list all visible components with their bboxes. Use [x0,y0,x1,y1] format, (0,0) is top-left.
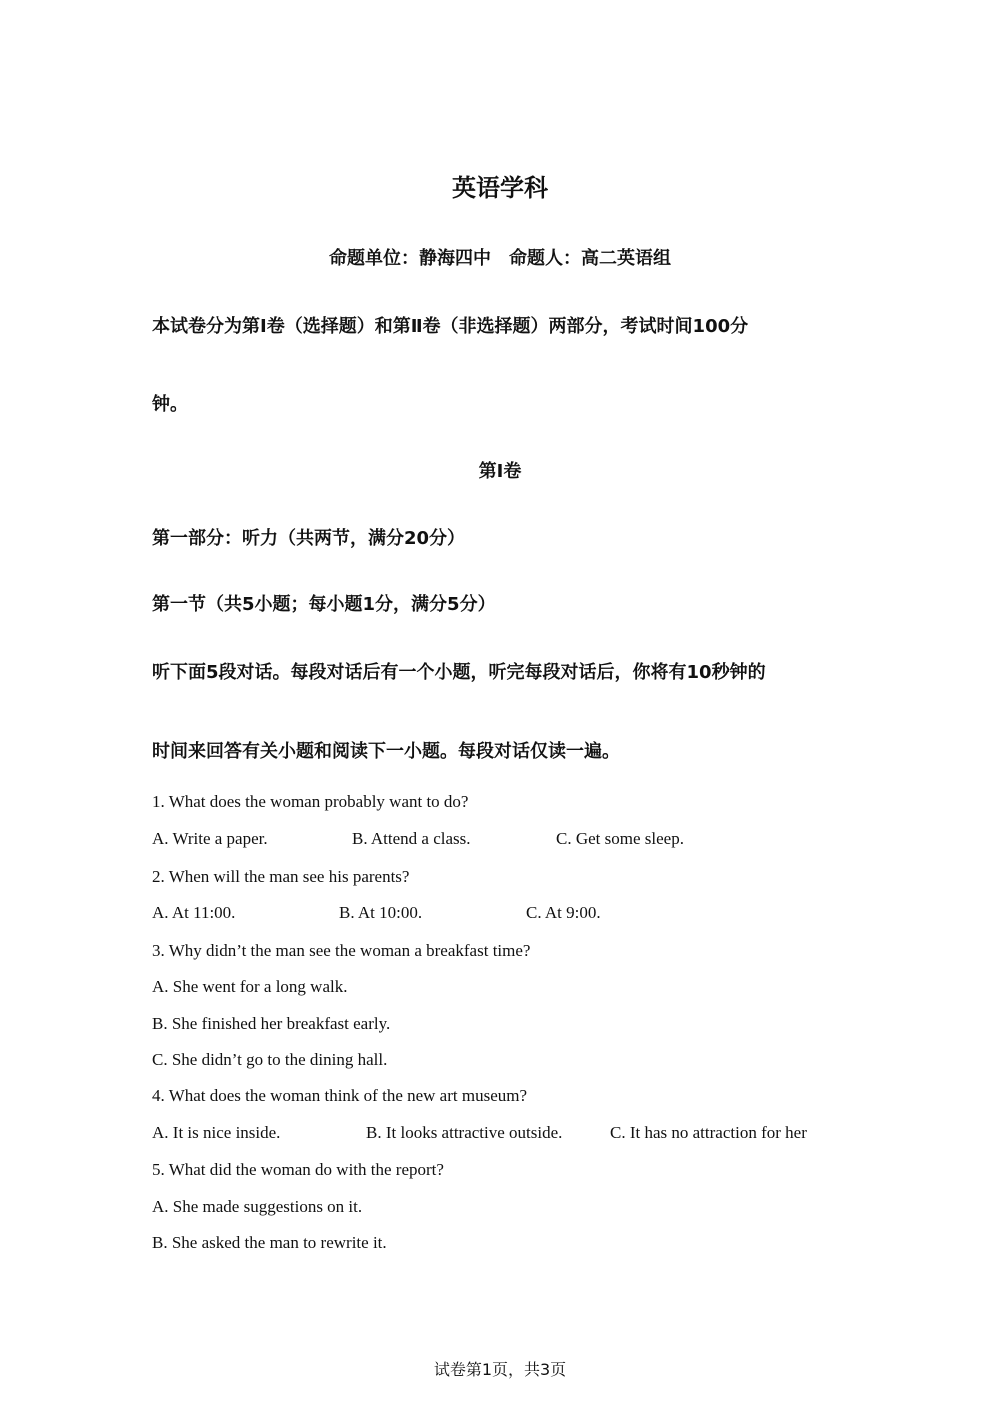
question-option: B. She finished her breakfast early. [152,1014,391,1033]
question-option: B. Attend a class. [352,829,471,848]
question-option: B. It looks attractive outside. [366,1123,563,1142]
section-heading: 第一节（共5小题；每小题1分，满分5分） [152,594,496,615]
exam-intro-line-2: 钟。 [152,394,188,415]
question-stem: 2. When will the man see his parents? [152,867,410,886]
question-option: A. Write a paper. [152,829,268,848]
question-option: C. It has no attraction for her [610,1123,807,1142]
volume-heading: 第Ⅰ卷 [478,461,522,482]
question-option: A. It is nice inside. [152,1123,281,1142]
question-option: C. At 9:00. [526,903,601,922]
question-option: A. At 11:00. [152,903,236,922]
exam-title: 英语学科 [452,174,548,202]
exam-intro-line-1: 本试卷分为第Ⅰ卷（选择题）和第Ⅱ卷（非选择题）两部分，考试时间100分 [152,316,749,337]
question-option: B. She asked the man to rewrite it. [152,1233,387,1252]
question-stem: 5. What did the woman do with the report? [152,1160,444,1179]
question-option: B. At 10:00. [339,903,423,922]
question-stem: 4. What does the woman think of the new art museum? [152,1086,528,1105]
question-option: A. She went for a long walk. [152,977,348,996]
instructions-line-1: 听下面5段对话。每段对话后有一个小题，听完每段对话后，你将有10秒钟的 [152,662,766,683]
question-stem: 1. What does the woman probably want to do? [152,792,469,811]
question-option: A. She made suggestions on it. [152,1197,363,1216]
question-option: C. She didn’t go to the dining hall. [152,1050,388,1069]
exam-authors: 命题单位：静海四中 命题人：高二英语组 [329,248,671,269]
page-footer: 试卷第1页，共3页 [433,1360,567,1379]
instructions-line-2: 时间来回答有关小题和阅读下一小题。每段对话仅读一遍。 [152,741,620,762]
part-heading: 第一部分：听力（共两节，满分20分） [152,528,466,549]
question-stem: 3. Why didn’t the man see the woman a breakfast time? [152,941,531,960]
question-option: C. Get some sleep. [556,829,684,848]
